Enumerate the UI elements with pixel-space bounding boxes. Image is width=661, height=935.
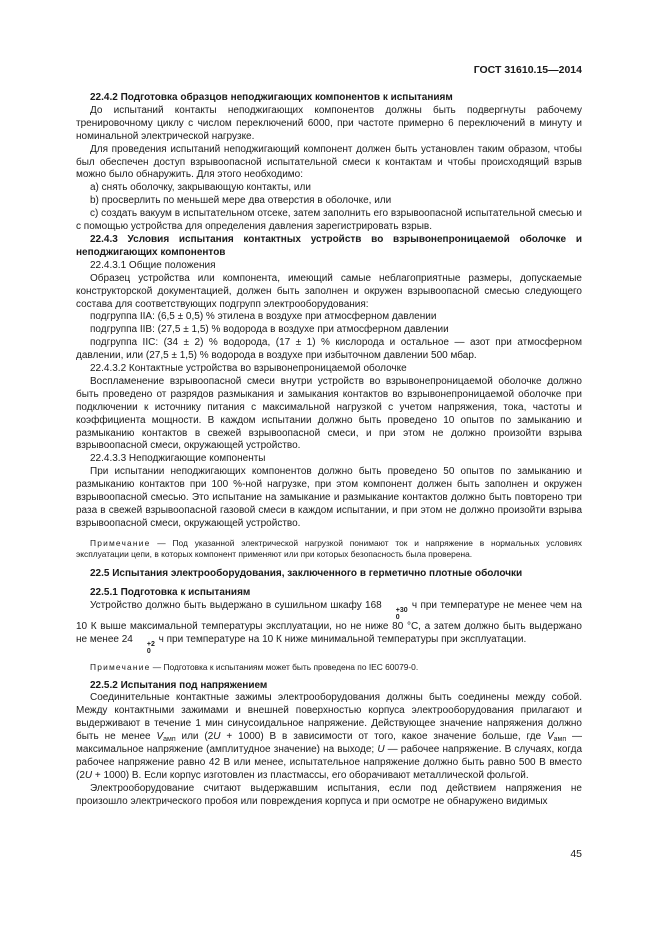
section-heading-22-4-3: 22.4.3 Условия испытания контактных устройств во взрывонепроницаемой оболочке и неподжигающих компонентов: [76, 233, 582, 258]
paragraph: Образец устройства или компонента, имеющий самые неблагоприятные размеры, допускаемые конструкторской документацией, должен быть заполнен и окружен взрывоопасной смесью следующего состава для соответствующих подгрупп электрооборудования:: [76, 272, 582, 310]
subsection-heading-22-5-2: 22.5.2 Испытания под напряжением: [90, 679, 268, 691]
note-text: — Подготовка к испытаниям может быть проведена по IEC 60079-0.: [150, 661, 419, 672]
list-item-c: с) создать вакуум в испытательном отсеке, затем заполнить его взрывоопасной испытательной смесью и с помощью устройства для определения давления зарегистрировать взрыв.: [76, 208, 582, 233]
paragraph-drying: Устройство должно быть выдержано в сушильном шкафу 168 +30 0 ч при температуре не менее чем на 10 К выше максимальной температуры эксплуатации, но не ниже 80 °С, а затем должно быть выдержано не менее 24 +2 0 ч при температуре на 10 К ниже минимальной температуры при эксплуатации.: [76, 599, 582, 655]
note-label: Примечание: [90, 537, 151, 548]
subgroup-iia: подгруппа IIA: (6,5 ± 0,5) % этилена в воздухе при атмосферном давлении: [90, 311, 437, 323]
page-number: 45: [570, 848, 582, 860]
paragraph: Для проведения испытаний неподжигающий компонент должен быть установлен таким образом, чтобы был обеспечен доступ взрывоопасной испытательной смеси к контактам и чтобы происходящий взрыв можно было обнаружить. Для этого необходимо:: [76, 143, 582, 181]
tolerance-24: +2 0: [146, 640, 155, 655]
paragraph: Воспламенение взрывоопасной смеси внутри устройств во взрывонепроницаемой оболочке должно быть проведено от разрядов размыкания и замыкания контактов во взрывонепроницаемой оболочке при подключении к источнику питания с максимальной нагрузкой с учетом напряжения, тока, частоты и коэффициента мощности. В каждом испытании должно быть проведено 10 опытов по замыканию и размыканию контактов в свежей взрывоопасной смеси, и при этом не должно произойти взрыва взрывоопасной смеси, окружающей устройство.: [76, 375, 582, 452]
page-content: [76, 92, 582, 809]
note: [76, 662, 582, 673]
subsection-heading-22-4-3-1: 22.4.3.1 Общие положения: [90, 259, 216, 271]
tolerance-168: +30 0: [395, 606, 408, 621]
paragraph: До испытаний контакты неподжигающих компонентов должны быть подвергнуты рабочему тренировочному циклу с числом переключений 6000, при частоте примерно 6 переключений в минуту и номинальной электрической нагрузке.: [76, 104, 582, 142]
paragraph-voltage-test: Соединительные контактные зажимы электрооборудования должны быть соединены между собой. Между контактными зажимами и внешней поверхностью корпуса электрооборудования прилагают и выдерживают в течение 1 мин синусоидальное напряжение. Действующее значение напряжения должно быть не менее $V_{амп}$ или (2U + 1000) В в зависимости от того, какое значение больше, где $V_{амп}$ — максимальное напряжение (амплитудное значение) на выходе; U — рабочее напряжение. В случаях, когда рабочее напряжение равно 42 В или менее, испытательное напряжение должно быть равно 500 В вместо (2U + 1000) В. Если корпус изготовлен из пластмассы, его оборачивают металлической фольгой.: [76, 692, 583, 781]
subgroup-iic: подгруппа IIC: (34 ± 2) % водорода, (17 ± 1) % кислорода и остальное — азот при атмосферном давлении, или (27,5 ± 1,5) % водорода в воздухе при избыточном давлении 500 мбар.: [76, 337, 582, 362]
document-code-header: ГОСТ 31610.15—2014: [473, 64, 582, 76]
subsection-heading-22-5-1: 22.5.1 Подготовка к испытаниям: [90, 586, 251, 598]
note: [76, 538, 582, 560]
paragraph: При испытании неподжигающих компонентов должно быть проведено 50 опытов по замыканию и размыканию контактов при 100 %-ной нагрузке, при этом компонент должен быть заполнен и окружен взрывоопасной смесью. Это испытание на замыкание и размыкание контактов должно быть повторено три раза в свежей взрывоопасной газовой смеси в каждом испытании, и при этом не должно произойти взрыва взрывоопасной смеси, окружающей устройство.: [76, 466, 582, 529]
list-item-b: b) просверлить по меньшей мере два отверстия в оболочке, или: [90, 195, 392, 207]
subsection-heading-22-4-3-3: 22.4.3.3 Неподжигающие компоненты: [90, 453, 266, 465]
subgroup-iib: подгруппа IIB: (27,5 ± 1,5) % водорода в воздухе при атмосферном давлении: [90, 324, 449, 336]
section-heading-22-5: 22.5 Испытания электрооборудования, заключенного в герметично плотные оболочки: [90, 567, 523, 579]
note-text: — Под указанной электрической нагрузкой понимают ток и напряжение в нормальных условиях эксплуатации цепи, в которых компонент применяют или при которых безопасность была проверена.: [76, 537, 582, 559]
note-label: Примечание: [90, 661, 151, 672]
subsection-heading-22-4-3-2: 22.4.3.2 Контактные устройства во взрывонепроницаемой оболочке: [90, 363, 407, 375]
section-heading-22-4-2: 22.4.2 Подготовка образцов неподжигающих компонентов к испытаниям: [90, 92, 453, 103]
list-item-a: а) снять оболочку, закрывающую контакты, или: [90, 182, 311, 194]
paragraph: Электрооборудование считают выдержавшим испытания, если под действием напряжения не произошло электрического пробоя или повреждения корпуса и при осмотре не обнаружено видимых: [76, 782, 582, 807]
